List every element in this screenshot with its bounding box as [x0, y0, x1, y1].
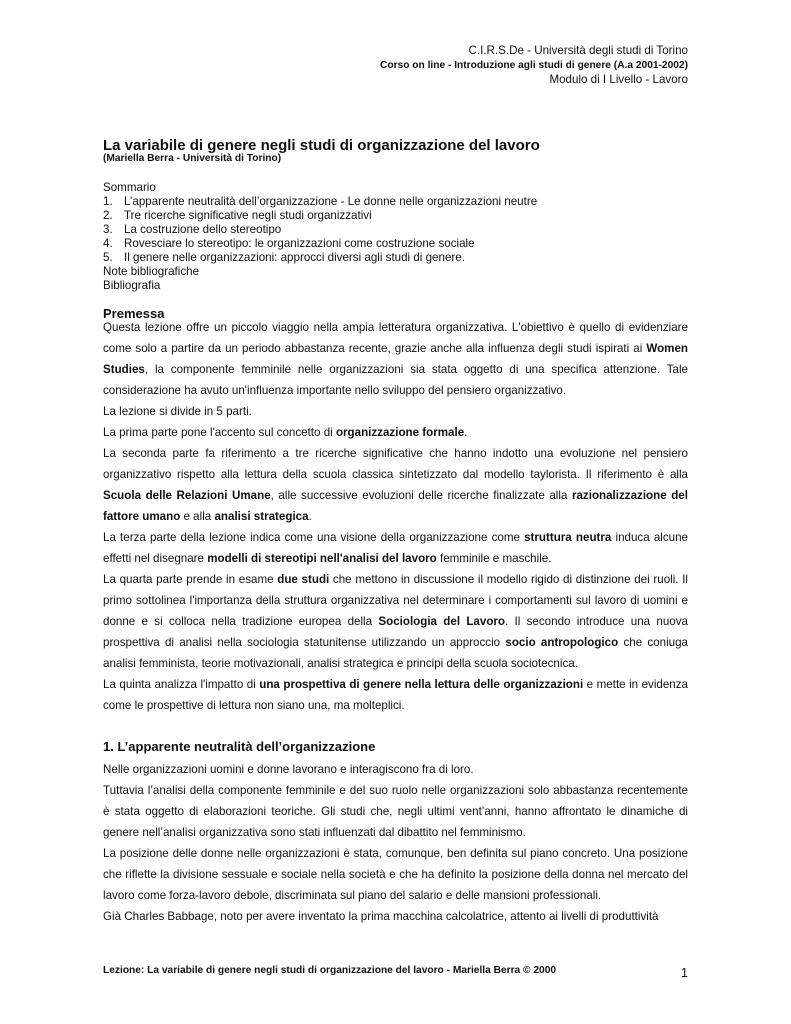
header-institution: C.I.R.S.De - Università degli studi di Torino — [468, 44, 688, 57]
page-number: 1 — [681, 966, 688, 980]
text-run: La prima parte pone l'accento sul concetto di — [103, 426, 336, 439]
paragraph: Nelle organizzazioni uomini e donne lavorano e interagiscono fra di loro. — [103, 763, 474, 776]
bold-term: razionalizzazione del fattore umano — [103, 489, 688, 523]
toc-item — [103, 237, 537, 251]
toc-notes: Note bibliografiche — [103, 265, 200, 278]
section1-heading: 1. L’apparente neutralità dell’organizzazione — [103, 739, 376, 754]
toc-item-number: 1. — [103, 195, 113, 208]
bold-term: Women Studies — [103, 342, 688, 376]
text-run: La quarta parte prende in esame — [103, 573, 278, 586]
paragraph: Tuttavia l’analisi della componente femminile e del suo ruolo nelle organizzazioni solo abbastanza recentemente è stata oggetto di elaborazioni teoriche. Gli studi che, negli ultimi vent’anni, hanno affrontato le dinamiche di genere nell’analisi organizzativa sono stati influenzati dal dibattito nel femminismo. — [103, 784, 688, 839]
toc-item-text: Tre ricerche significative negli studi organizzativi — [124, 209, 372, 222]
section1-body — [103, 759, 688, 927]
text-run: Questa lezione offre un piccolo viaggio nella ampia letteratura organizzativa. L'obiettivo è quello di evidenziare come solo a partire da un periodo abbastanza recente, grazie anche alla influenza degli studi ispirati ai — [103, 321, 688, 355]
toc-item-number: 3. — [103, 223, 113, 236]
text-run: . — [464, 426, 468, 439]
toc-item-text: L’apparente neutralità dell’organizzazione - Le donne nelle organizzazioni neutre — [124, 195, 538, 208]
paragraph — [103, 422, 688, 443]
bold-term: struttura neutra — [524, 531, 612, 544]
paragraph: La lezione si divide in 5 parti. — [103, 405, 252, 418]
text-run: femminile e maschile. — [436, 552, 552, 565]
footer-text: Lezione: La variabile di genere negli studi di organizzazione del lavoro - Mariella Berra © 2000 — [103, 965, 557, 976]
toc-item — [103, 251, 537, 265]
text-run: La quinta analizza l'impatto di — [103, 678, 260, 691]
text-run: La terza parte della lezione indica come una visione della organizzazione come — [103, 531, 525, 544]
bold-term: Scuola delle Relazioni Umane — [103, 489, 271, 502]
table-of-contents — [103, 181, 537, 293]
toc-item-number: 2. — [103, 209, 113, 222]
toc-item-number: 5. — [103, 251, 113, 264]
toc-heading: Sommario — [103, 181, 156, 194]
bold-term: modelli di stereotipi nell'analisi del lavoro — [207, 552, 437, 565]
text-run: La seconda parte fa riferimento a tre ricerche significative che hanno indotto una evoluzione nel pensiero organizzativo rispetto alla lettura della scuola classica sintetizzato dal modello taylorista. Il riferimento è alla — [103, 447, 688, 481]
paragraph — [103, 317, 688, 401]
bold-term: organizzazione formale — [335, 426, 465, 439]
paragraph: La posizione delle donne nelle organizzazioni è stata, comunque, ben definita sul piano concreto. Una posizione che riflette la divisione sessuale e sociale nella società e che ha definito la posizione della donna nel mercato del lavoro come forza-lavoro debole, discriminata sul piano del salario e delle mansioni professionali. — [103, 847, 688, 902]
toc-item — [103, 209, 537, 223]
paragraph — [103, 443, 688, 527]
header-module: Modulo di I Livello - Lavoro — [549, 73, 688, 86]
bold-term: Sociologia del Lavoro — [378, 615, 506, 628]
paragraph: Già Charles Babbage, noto per avere inventato la prima macchina calcolatrice, attento ai livelli di produttività — [103, 910, 659, 923]
bold-term: analisi strategica — [214, 510, 309, 523]
text-run: induca alcune effetti nel disegnare — [103, 531, 688, 565]
toc-item-text: La costruzione dello stereotipo — [124, 223, 282, 236]
bold-term: socio antropologico — [505, 636, 619, 649]
text-run: e mette in evidenza come le prospettive di lettura non siano una, ma molteplici. — [103, 678, 688, 712]
bold-term: due studi — [277, 573, 330, 586]
text-run: che coniuga analisi femminista, teorie motivazionali, analisi strategica e principi della scuola sociotecnica. — [103, 636, 689, 670]
text-run: che mettono in discussione il modello rigido di distinzione dei ruoli. Il primo sottolinea l'importanza della struttura organizzativa nel determinare i comportamenti sul lavoro di uomini e donne e si colloca nella tradizione europea della — [103, 573, 688, 628]
paragraph — [103, 674, 688, 716]
toc-item — [103, 195, 537, 209]
text-run: , la componente femminile nelle organizzazioni sia stata oggetto di una specifica attenzione. Tale considerazione ha avuto un'influenza importante nello sviluppo del pensiero organizzativo. — [103, 363, 688, 397]
paragraph — [103, 527, 688, 569]
document-title: La variabile di genere negli studi di organizzazione del lavoro — [103, 137, 540, 154]
bold-term: una prospettiva di genere nella lettura delle organizzazioni — [259, 678, 584, 691]
toc-item-number: 4. — [103, 237, 113, 250]
premessa-heading: Premessa — [103, 306, 165, 321]
premessa-body — [103, 317, 688, 716]
toc-item-text: Il genere nelle organizzazioni: approcci diversi agli studi di genere. — [124, 251, 465, 264]
toc-bibliography: Bibliografia — [103, 279, 161, 292]
text-run: . — [308, 510, 312, 523]
toc-item — [103, 223, 537, 237]
toc-item-text: Rovesciare lo stereotipo: le organizzazioni come costruzione sociale — [124, 237, 475, 250]
text-run: . Il secondo introduce una nuova prospettiva di analisi nella sociologia statunitense utilizzando un approccio — [103, 615, 688, 649]
text-run: e alla — [180, 510, 215, 523]
text-run: , alle successive evoluzioni delle ricerche finalizzate alla — [270, 489, 572, 502]
header-course: Corso on line - Introduzione agli studi di genere (A.a 2001-2002) — [380, 60, 688, 71]
paragraph — [103, 569, 688, 674]
document-author: (Mariella Berra - Università di Torino) — [103, 153, 282, 164]
